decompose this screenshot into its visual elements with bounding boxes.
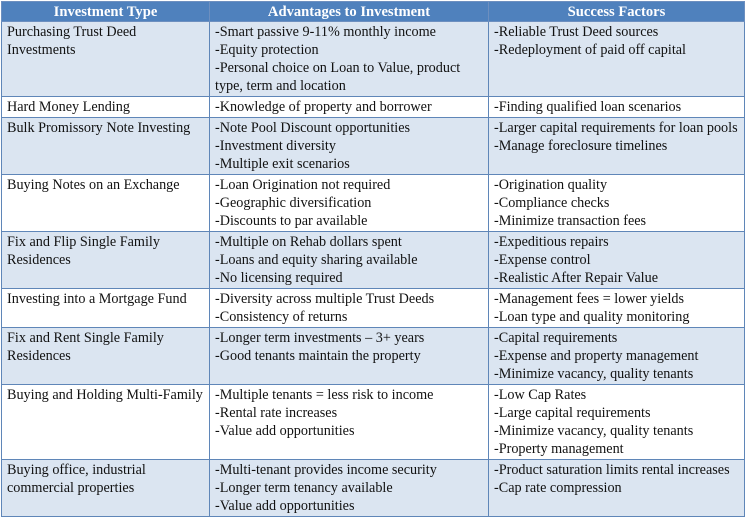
success-factors-cell — [489, 97, 745, 118]
advantage-item: -Consistency of returns — [215, 309, 348, 325]
advantage-item: -Smart passive 9-11% monthly income — [215, 24, 436, 40]
success-factor-item: -Reliable Trust Deed sources — [494, 24, 659, 40]
success-factor-item: -Manage foreclosure timelines — [494, 138, 668, 154]
advantage-item: -Loan Origination not required — [215, 177, 391, 193]
success-factor-item: -Capital requirements — [494, 330, 618, 346]
advantage-item: -Geographic diversification — [215, 195, 372, 211]
advantage-item: -Knowledge of property and borrower — [215, 99, 432, 115]
investment-type-cell: Fix and Flip Single Family Residences — [2, 232, 210, 289]
advantage-item: -No licensing required — [215, 270, 343, 286]
success-factors-cell — [489, 385, 745, 460]
advantage-item: -Multiple on Rehab dollars spent — [215, 234, 402, 250]
success-factors-cell — [489, 460, 745, 517]
success-factor-item: -Loan type and quality monitoring — [494, 309, 690, 325]
success-factor-item: -Management fees = lower yields — [494, 291, 685, 307]
advantages-cell — [210, 118, 489, 175]
success-factor-item: -Origination quality — [494, 177, 608, 193]
success-factors-cell — [489, 328, 745, 385]
advantages-cell — [210, 328, 489, 385]
success-factors-cell — [489, 232, 745, 289]
success-factor-item: -Expeditious repairs — [494, 234, 609, 250]
advantage-item: -Note Pool Discount opportunities — [215, 120, 411, 136]
success-factor-item: -Cap rate compression — [494, 480, 622, 496]
header-investment-type: Investment Type — [2, 2, 210, 22]
advantage-item: -Longer term tenancy available — [215, 480, 393, 496]
investment-type-cell: Fix and Rent Single Family Residences — [2, 328, 210, 385]
success-factor-item: -Expense and property management — [494, 348, 699, 364]
header-row — [2, 2, 745, 22]
table-row — [2, 22, 745, 97]
header-advantages: Advantages to Investment — [210, 2, 489, 22]
success-factor-item: -Minimize vacancy, quality tenants — [494, 423, 694, 439]
advantages-cell — [210, 97, 489, 118]
advantages-cell — [210, 22, 489, 97]
advantage-item: -Value add opportunities — [215, 498, 355, 514]
investment-type-cell: Hard Money Lending — [2, 97, 210, 118]
success-factor-item: -Product saturation limits rental increases — [494, 462, 730, 478]
table-row — [2, 118, 745, 175]
investment-type-cell: Bulk Promissory Note Investing — [2, 118, 210, 175]
advantage-item: -Value add opportunities — [215, 423, 355, 439]
table-body — [2, 22, 745, 517]
advantages-cell — [210, 385, 489, 460]
header-success-factors: Success Factors — [489, 2, 745, 22]
investment-type-cell: Buying office, industrial commercial properties — [2, 460, 210, 517]
table-row — [2, 232, 745, 289]
success-factor-item: -Large capital requirements — [494, 405, 651, 421]
table-row — [2, 97, 745, 118]
advantage-item: -Good tenants maintain the property — [215, 348, 421, 364]
advantage-item: -Investment diversity — [215, 138, 336, 154]
table-row — [2, 460, 745, 517]
advantage-item: -Diversity across multiple Trust Deeds — [215, 291, 435, 307]
success-factors-cell — [489, 22, 745, 97]
advantage-item: -Personal choice on Loan to Value, product type, term and location — [215, 60, 461, 94]
table-row — [2, 328, 745, 385]
advantage-item: -Multiple exit scenarios — [215, 156, 350, 172]
success-factor-item: -Finding qualified loan scenarios — [494, 99, 682, 115]
success-factor-item: -Realistic After Repair Value — [494, 270, 659, 286]
advantages-cell — [210, 289, 489, 328]
investment-type-cell: Investing into a Mortgage Fund — [2, 289, 210, 328]
advantage-item: -Equity protection — [215, 42, 319, 58]
advantages-cell — [210, 232, 489, 289]
advantage-item: -Multiple tenants = less risk to income — [215, 387, 434, 403]
advantages-cell — [210, 175, 489, 232]
success-factors-cell — [489, 118, 745, 175]
success-factor-item: -Redeployment of paid off capital — [494, 42, 686, 58]
advantage-item: -Loans and equity sharing available — [215, 252, 418, 268]
table-row — [2, 385, 745, 460]
success-factor-item: -Low Cap Rates — [494, 387, 587, 403]
success-factor-item: -Minimize vacancy, quality tenants — [494, 366, 694, 382]
table-row — [2, 289, 745, 328]
investment-type-cell: Buying and Holding Multi-Family — [2, 385, 210, 460]
success-factor-item: -Compliance checks — [494, 195, 610, 211]
success-factors-cell — [489, 175, 745, 232]
advantage-item: -Discounts to par available — [215, 213, 368, 229]
advantage-item: -Rental rate increases — [215, 405, 338, 421]
advantages-cell — [210, 460, 489, 517]
investment-type-cell: Buying Notes on an Exchange — [2, 175, 210, 232]
investment-type-cell: Purchasing Trust Deed Investments — [2, 22, 210, 97]
success-factor-item: -Minimize transaction fees — [494, 213, 647, 229]
success-factor-item: -Expense control — [494, 252, 591, 268]
investment-table — [1, 1, 745, 517]
advantage-item: -Multi-tenant provides income security — [215, 462, 437, 478]
advantage-item: -Longer term investments – 3+ years — [215, 330, 425, 346]
table-row — [2, 175, 745, 232]
success-factor-item: -Property management — [494, 441, 624, 457]
success-factor-item: -Larger capital requirements for loan pools — [494, 120, 738, 136]
success-factors-cell — [489, 289, 745, 328]
